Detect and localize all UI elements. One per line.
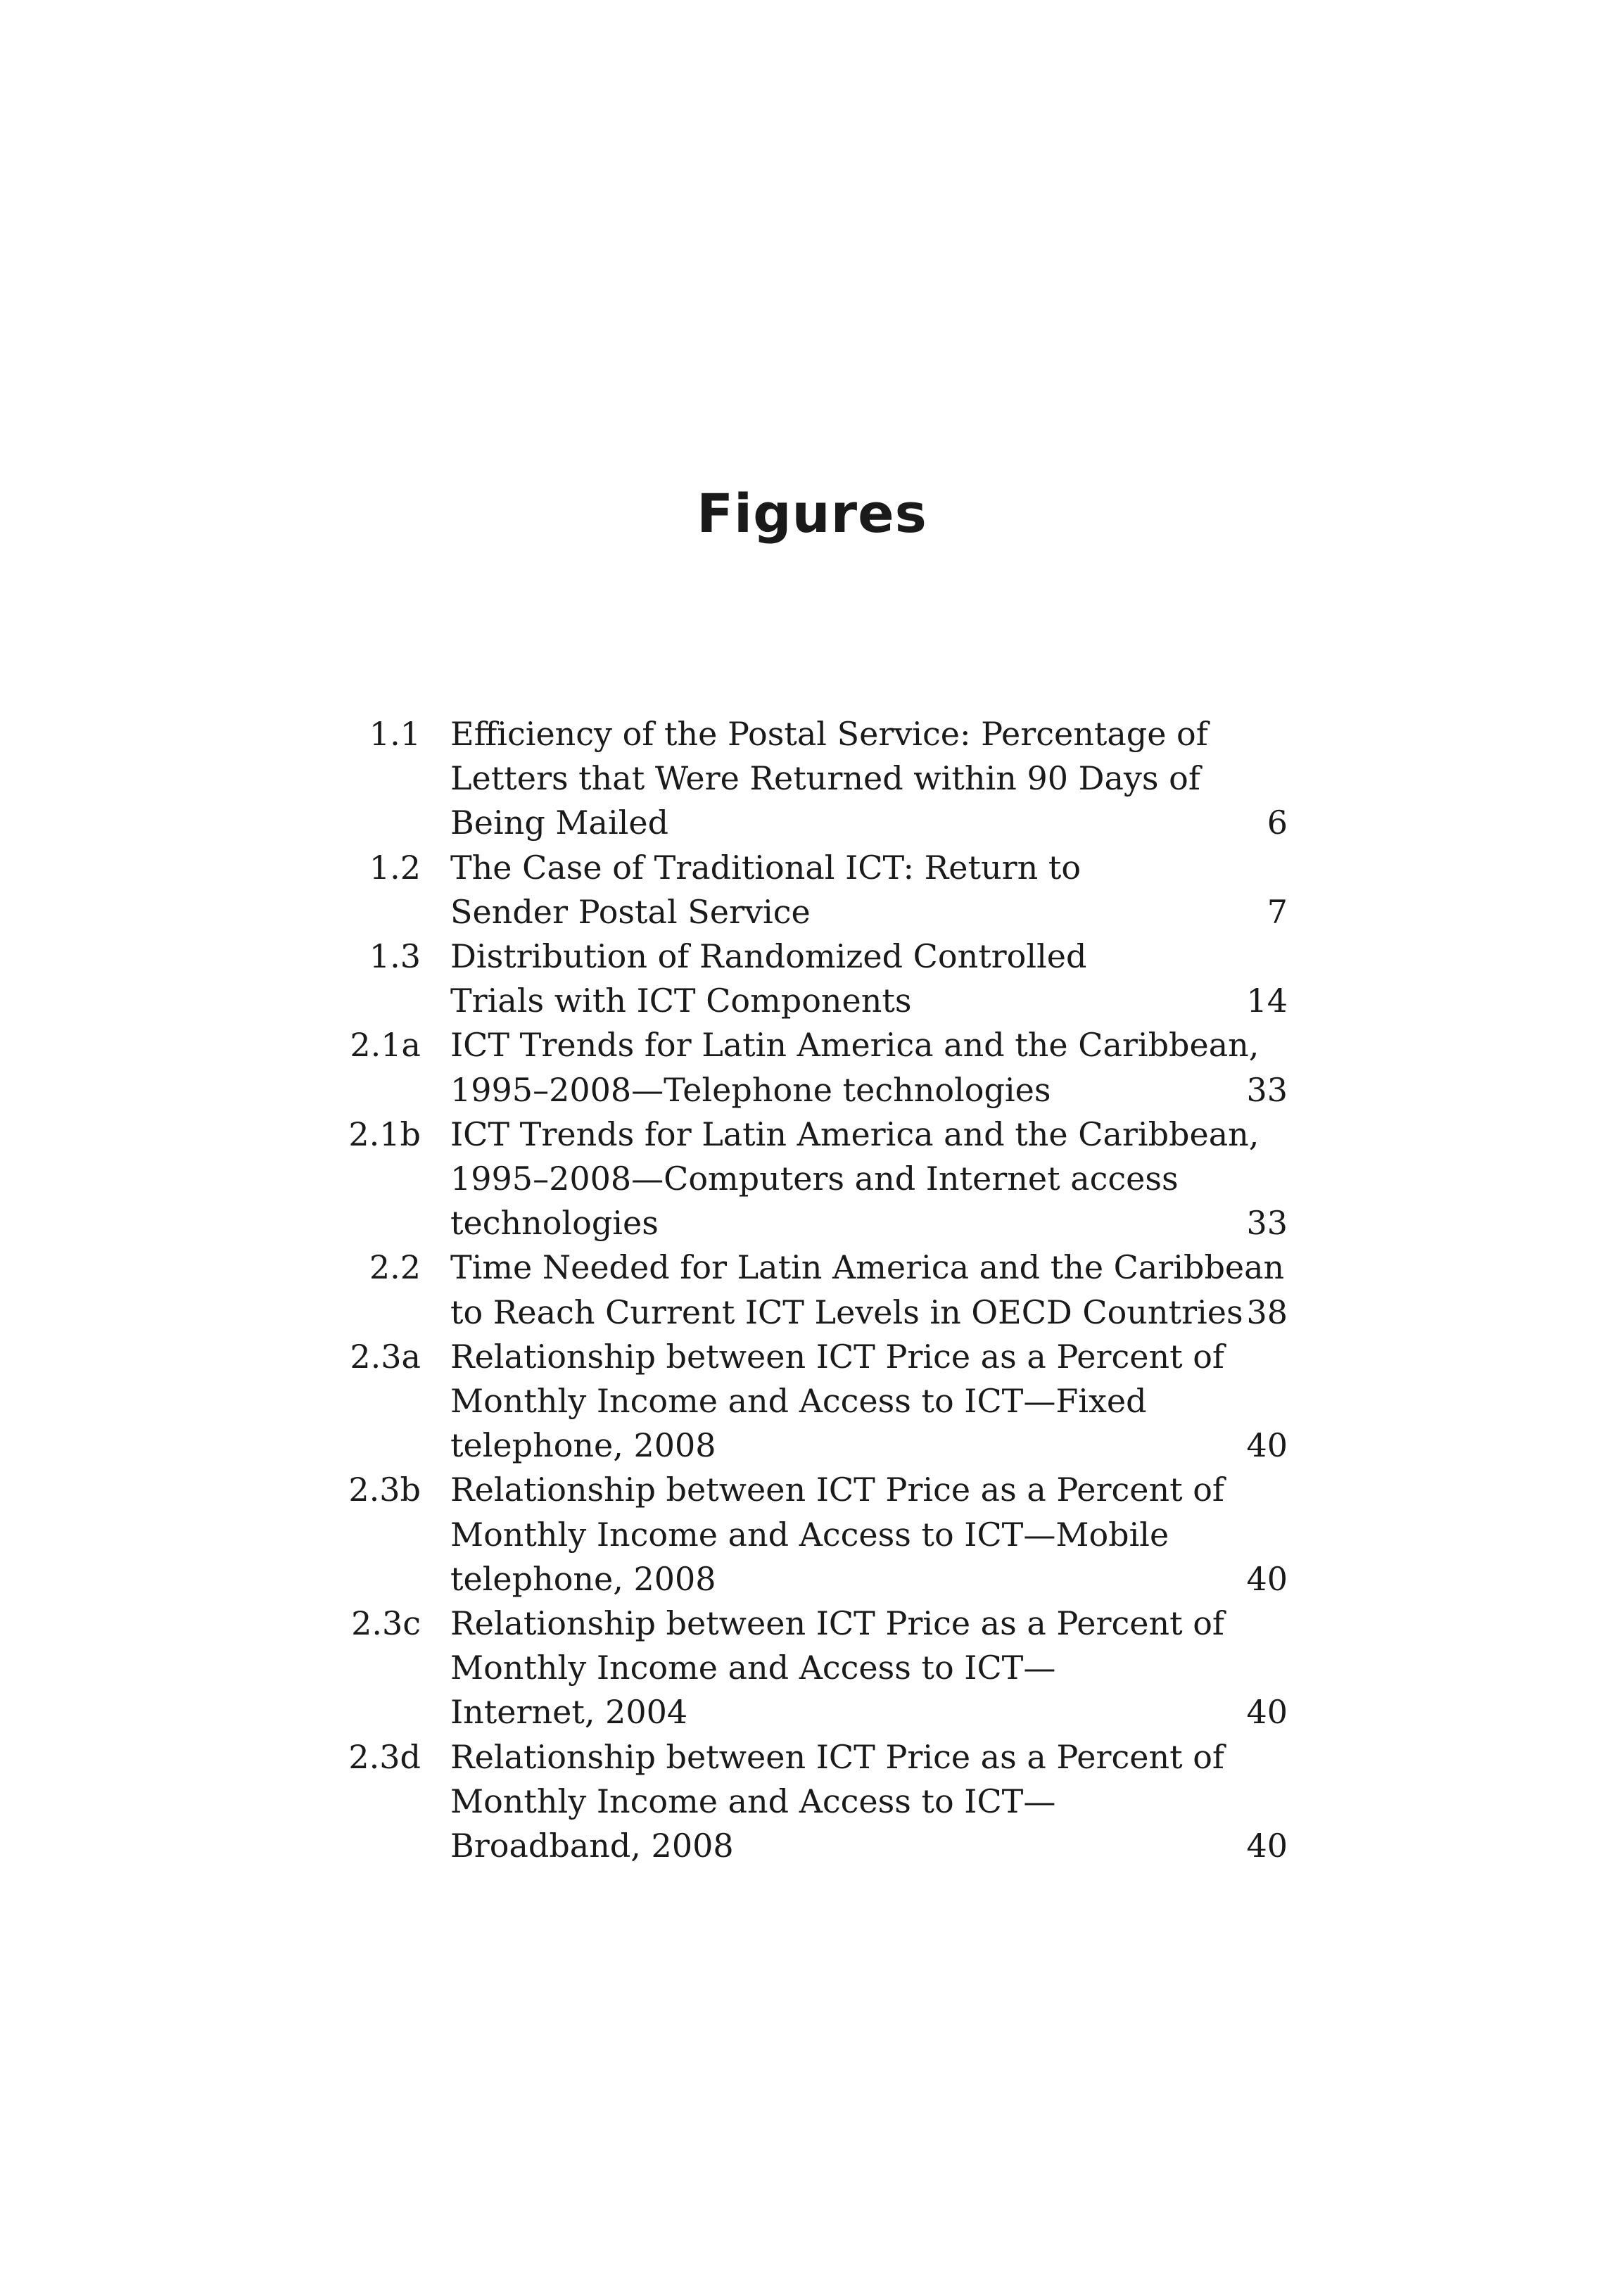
page-number: 33 [1246, 1070, 1288, 1109]
figure-title-line: telephone, 2008 [450, 1559, 716, 1598]
figure-title-line: 1995–2008—Telephone technologies [450, 1070, 1051, 1109]
figure-title-line: Internet, 2004 [450, 1693, 688, 1732]
figure-entry[interactable] [345, 1245, 1288, 1334]
page-number: 6 [1267, 804, 1288, 842]
figure-title-line: Monthly Income and Access to ICT—Fixed [450, 1382, 1147, 1421]
figure-title-line: Sender Postal Service [450, 892, 811, 931]
figure-title-line: Relationship between ICT Price as a Percent of [450, 1737, 1224, 1776]
page-number: 33 [1246, 1204, 1288, 1243]
figure-entry[interactable] [345, 1468, 1288, 1601]
figure-entry[interactable] [345, 934, 1288, 1023]
figure-title-line: The Case of Traditional ICT: Return to [450, 848, 1081, 887]
figure-title [450, 934, 1154, 1023]
figure-title-line: Relationship between ICT Price as a Percent of [450, 1604, 1224, 1643]
page-number: 14 [1246, 982, 1288, 1020]
page-number: 40 [1246, 1827, 1288, 1865]
figure-title [450, 846, 1154, 934]
page-title: Figures [697, 482, 927, 545]
figure-title [450, 712, 1208, 846]
figure-title-line: telephone, 2008 [450, 1426, 716, 1465]
figure-number: 2.1b [348, 1115, 421, 1153]
figure-number: 2.3d [348, 1737, 421, 1776]
figure-title-line: Broadband, 2008 [450, 1827, 734, 1865]
figure-title-line: Letters that Were Returned within 90 Days of [450, 759, 1200, 798]
figure-number: 2.1a [350, 1026, 421, 1065]
figure-entry[interactable] [345, 1335, 1288, 1468]
figure-title-line: Relationship between ICT Price as a Percent of [450, 1471, 1224, 1509]
figure-number: 2.3c [351, 1604, 421, 1643]
figure-title [450, 1023, 1260, 1112]
page-number: 40 [1246, 1559, 1288, 1598]
figures-list [345, 712, 1288, 1868]
figure-title-line: 1995–2008—Computers and Internet access [450, 1160, 1179, 1198]
figure-entry[interactable] [345, 712, 1288, 846]
figure-title-line: Time Needed for Latin America and the Caribbean [450, 1248, 1285, 1287]
figure-title-line: ICT Trends for Latin America and the Caribbean, [450, 1115, 1260, 1153]
figure-title [450, 1468, 1224, 1601]
figure-title-line: to Reach Current ICT Levels in OECD Countries [450, 1293, 1243, 1331]
page-number: 38 [1246, 1293, 1288, 1331]
figure-number: 1.2 [369, 848, 421, 887]
figure-number: 2.2 [369, 1248, 421, 1287]
figure-title-line: Relationship between ICT Price as a Percent of [450, 1337, 1224, 1376]
figure-title [450, 1112, 1260, 1246]
figure-number: 1.3 [369, 937, 421, 976]
figure-number: 2.3b [348, 1471, 421, 1509]
figure-title-line: Distribution of Randomized Controlled [450, 937, 1087, 976]
figure-title [450, 1601, 1224, 1735]
figure-title-line: Trials with ICT Components [450, 982, 912, 1020]
figure-number: 2.3a [350, 1337, 421, 1376]
figure-number: 1.1 [369, 715, 421, 753]
figure-title-line: technologies [450, 1204, 659, 1243]
figure-title-line: Being Mailed [450, 804, 669, 842]
figure-title-line: Monthly Income and Access to ICT—Mobile [450, 1515, 1169, 1554]
page-number: 7 [1267, 892, 1288, 931]
figure-entry[interactable] [345, 1023, 1288, 1112]
figure-title-line: Efficiency of the Postal Service: Percentage of [450, 715, 1208, 753]
figure-entry[interactable] [345, 1601, 1288, 1735]
figure-title [450, 1735, 1224, 1869]
page-number: 40 [1246, 1693, 1288, 1732]
figure-entry[interactable] [345, 846, 1288, 934]
figure-title [450, 1335, 1224, 1468]
figure-title-line: Monthly Income and Access to ICT— [450, 1782, 1056, 1820]
page-number: 40 [1246, 1426, 1288, 1465]
figure-title-line: ICT Trends for Latin America and the Caribbean, [450, 1026, 1260, 1065]
figure-title-line: Monthly Income and Access to ICT— [450, 1649, 1056, 1687]
figure-entry[interactable] [345, 1735, 1288, 1869]
figure-entry[interactable] [345, 1112, 1288, 1246]
